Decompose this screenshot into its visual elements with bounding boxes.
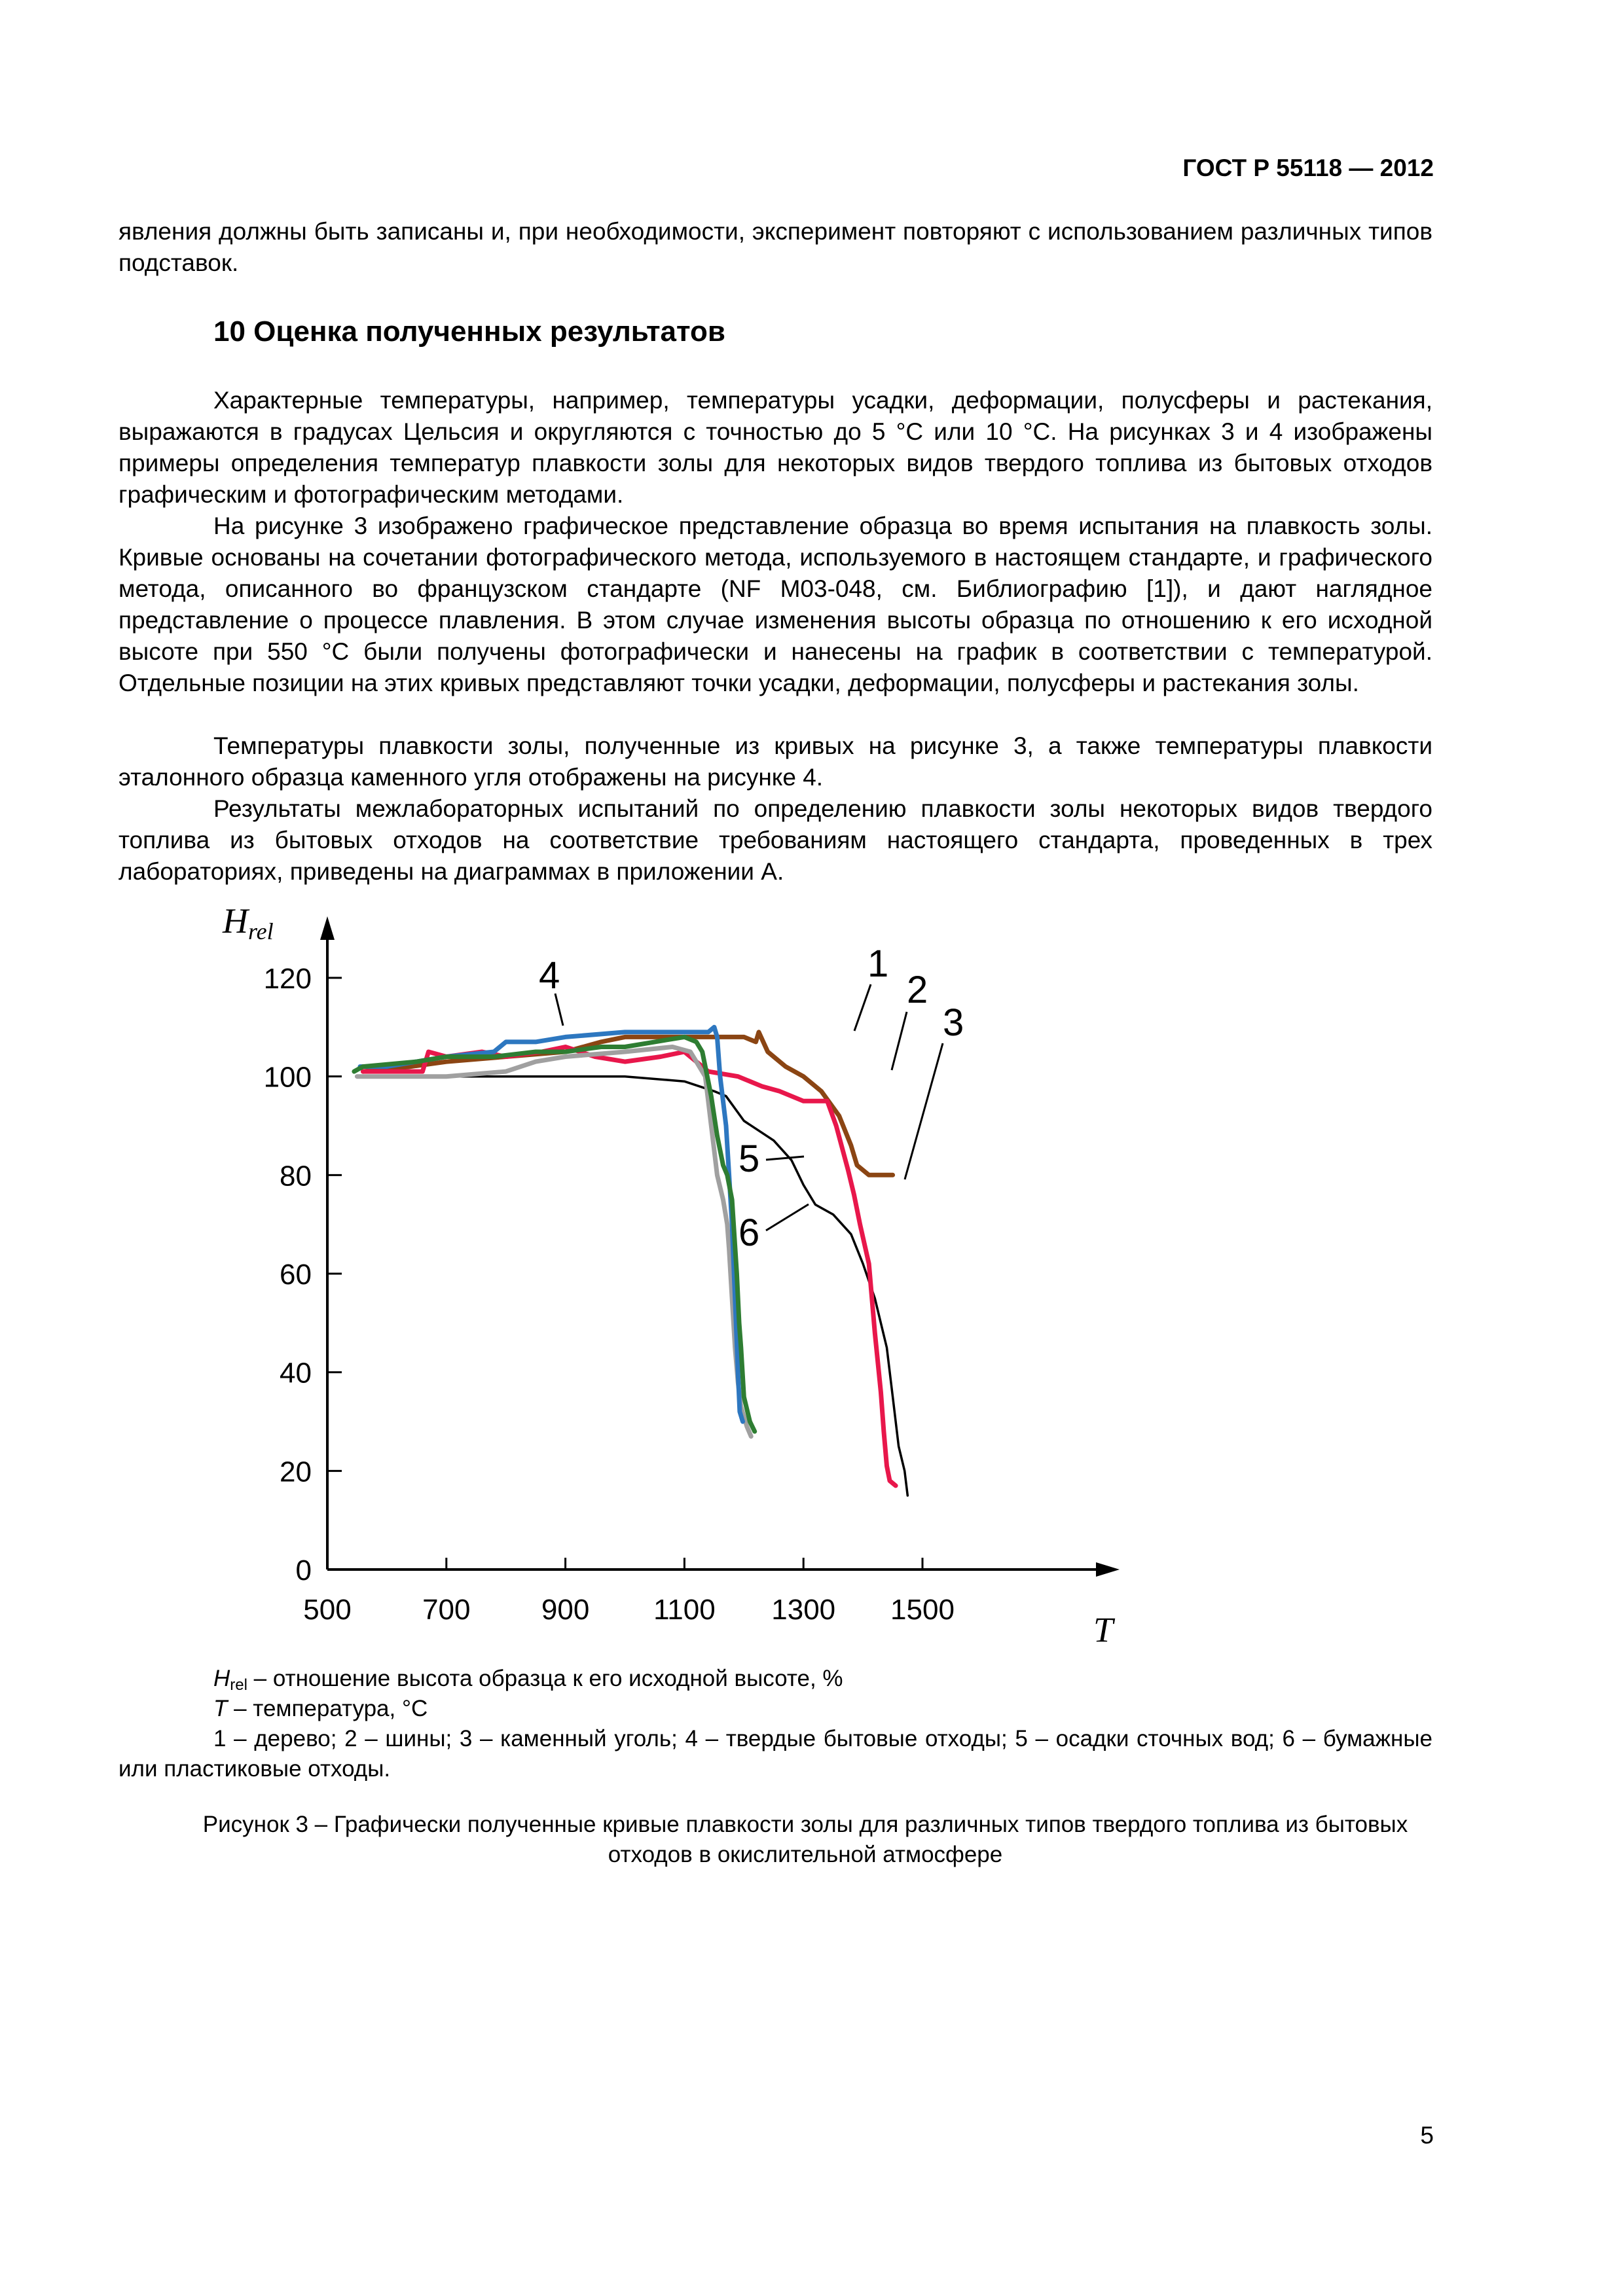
chart-labels [222, 901, 1116, 1649]
series-5-line [354, 1037, 755, 1431]
curve-3-leader [905, 1043, 943, 1179]
x-axis-arrow [1096, 1562, 1120, 1577]
page-number: 5 [1420, 2122, 1434, 2149]
curve-5-leader [766, 1157, 804, 1160]
chart-axes [320, 916, 1120, 1577]
x-tick-label: 1100 [653, 1594, 716, 1626]
curve-2-leader [892, 1012, 907, 1070]
y-tick-label: 100 [263, 1061, 312, 1094]
paragraph-1: Характерные температуры, например, температуры усадки, деформации, полусферы и растекания, выражаются в градусах Цельсия и округляются с точностью до 5 °С или 10 °С. На рисунках 3 и 4 изображены примеры определения температур плавкости золы для некоторых видов твердого топлива из бытовых отходов графическим и фотографическим методами. [119, 387, 1432, 508]
legend-h-rel: $H_{rel}$ – отношение высота образца к его исходной высоте, % [213, 1666, 843, 1694]
series-6-line [357, 1047, 751, 1437]
figure-caption: Рисунок 3 – Графически полученные кривые плавкости золы для различных типов твердого топлива из бытовых отходов в окислительной атмосфере [202, 1812, 1408, 1867]
x-tick-label: 1500 [890, 1594, 955, 1626]
curve-4-label: 4 [539, 954, 560, 997]
y-axis-label-sub: rel [248, 918, 274, 944]
curve-5-label: 5 [739, 1138, 760, 1180]
series-4-line [360, 1027, 743, 1422]
paragraph-continuation: явления должны быть записаны и, при необходимости, эксперимент повторяют с использованием различных типов подставок. [119, 218, 1432, 276]
chart-series [354, 1027, 907, 1496]
paragraph-3: Температуры плавкости золы, полученные из кривых на рисунке 3, а также температуры плавкости эталонного образца каменного угля отображены на рисунке 4. [119, 732, 1432, 791]
curve-1-label: 1 [867, 942, 889, 985]
x-tick-label: 1300 [771, 1594, 836, 1626]
y-tick-label: 0 [295, 1554, 312, 1587]
curve-4-leader [555, 994, 563, 1026]
curve-2-label: 2 [907, 969, 928, 1011]
x-tick-label: 900 [541, 1594, 590, 1626]
y-tick-label: 40 [280, 1357, 312, 1390]
x-tick-label: 500 [303, 1594, 352, 1626]
y-tick-label: 120 [263, 963, 312, 995]
y-axis-arrow [320, 916, 335, 940]
y-axis-label: Hrel [223, 901, 274, 944]
series-3-line [357, 1077, 907, 1496]
x-tick-label: 700 [422, 1594, 471, 1626]
y-tick-label: 60 [280, 1259, 312, 1291]
y-tick-label: 80 [280, 1160, 312, 1193]
document-code: ГОСТ Р 55118 — 2012 [1182, 154, 1434, 181]
x-axis-label: T [1093, 1610, 1113, 1649]
curve-3-label: 3 [943, 1001, 964, 1044]
curve-1-leader [854, 984, 871, 1031]
series-2-line [363, 1047, 896, 1486]
legend-curves: 1 – дерево; 2 – шины; 3 – каменный уголь; 4 – твердые бытовые отходы; 5 – осадки сточных вод; 6 – бумажные или пластиковые отходы. [119, 1726, 1432, 1782]
paragraph-2: На рисунке 3 изображено графическое представление образца во время испытания на плавкость золы. Кривые основаны на сочетании фотографического метода, используемого в настоящем стандарте, и графического метода, описанного во французском стандарте (NF M03-048, см. Библиографию [1]), и дают наглядное представление о процессе плавления. В этом случае изменения высоты образца по отношению к его исходной высоте при 550 °С были получены фотографически и нанесены на график в соответствии с температурой. Отдельные позиции на этих кривых представляют точки усадки, деформации, полусферы и растекания золы. [119, 512, 1432, 696]
curve-6-leader [766, 1204, 809, 1230]
paragraph-4: Результаты межлабораторных испытаний по определению плавкости золы некоторых видов твердого топлива из бытовых отходов на соответствие требованиям настоящего стандарта, проведенных в трех лабораториях, приведены на диаграммах в приложении А. [119, 795, 1432, 885]
y-tick-label: 20 [280, 1456, 312, 1488]
section-title: 10 Оценка полученных результатов [213, 315, 725, 348]
legend-temperature: T – температура, °С [213, 1696, 428, 1721]
melting-curves-chart [196, 897, 1165, 1656]
curve-6-label: 6 [739, 1211, 760, 1254]
